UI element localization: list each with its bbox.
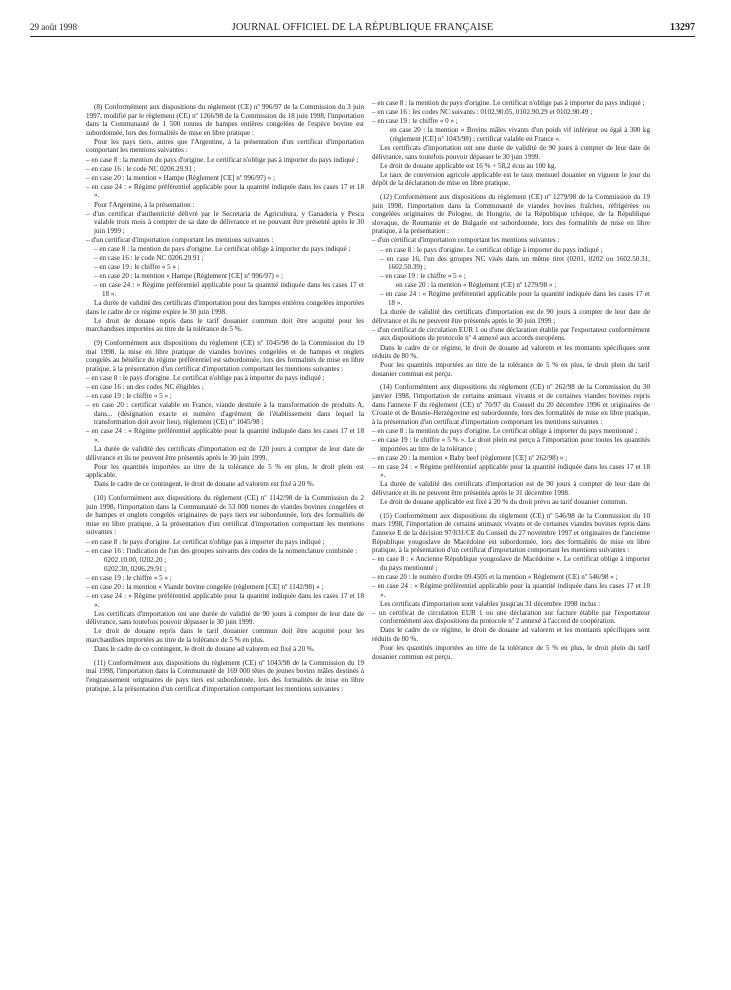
right-column-paragraph: Pour les quantités importées au titre de la tolérance de 5 % en plus, le droit plein du tarif douanier commun est perçu. — [372, 361, 650, 378]
right-column-paragraph: – en case 20 : le numéro d'ordre 09.4505 et la mention « Règlement (CE) nº 546/98 » ; — [372, 572, 618, 581]
right-column-paragraph: Le droit de douane applicable est fixé à 20 % du droit prévu au tarif douanier commun. — [380, 498, 628, 507]
page-header — [30, 22, 695, 38]
right-column-paragraph: (12) Conformément aux dispositions du règlement (CE) nº 1279/98 de la Commission du 19 juin 1998, l'importation dans la Communauté de viandes bovines fraîches, réfrigérées ou congelées originaires de Pologne, de Hongrie, de la République tchèque, de la République slovaque, de Roumanie et de Bulgarie est subordonnée, lors des formalités de mise en libre pratique, à la présentation : — [372, 192, 650, 236]
right-column-paragraph: – en case 8 : le pays d'origine. Le certificat oblige à importer du pays indiqué ; — [380, 245, 603, 254]
left-column-paragraph: 0202.30, 0206.29.91 ; — [104, 564, 167, 573]
right-column-paragraph: – d'un certificat d'importation comportant les mentions suivantes : — [372, 236, 560, 245]
right-column-paragraph: – en case 19 : le chiffre « 5 » ; — [380, 272, 466, 281]
right-column-paragraph: – en case 8 : la mention du pays d'origine. Le certificat oblige à importer du pays mentionné ; — [372, 426, 638, 435]
right-column-paragraph: Pour les quantités importées au titre de la tolérance de 5 % en plus, le droit plein du tarif douanier commun est perçu. — [372, 644, 650, 661]
left-column-paragraph: – d'un certificat d'authenticité délivré par le Secretaria de Agricultura, y Ganaderia y Pesca valable trois mois à compter de sa date de délivrance et ne pouvant être présenté après le 30 juin 1999 ; — [86, 209, 364, 235]
right-column-paragraph: Les certificats d'importation sont valables jusqu'au 31 décembre 1998 inclus : — [380, 599, 601, 608]
right-column-paragraph: – d'un certificat de circulation EUR 1 ou d'une déclaration établie par l'exportateur conformément aux dispositions du protocole nº 4 annexé aux accords européens. — [372, 325, 650, 343]
left-column-paragraph: – en case 24 : « Régime préférentiel applicable pour la quantité indiquée dans les cases 17 et 18 ». — [86, 427, 364, 444]
right-column-paragraph: Le taux de conversion agricole applicable est le taux mensuel douanier en vigueur le jour du dépôt de la déclaration de mise en libre pratique. — [372, 170, 650, 188]
left-column-paragraph: – en case 20 : la mention « Hampe (Règlement [CE] nº 996/97) » ; — [94, 272, 283, 281]
right-column-paragraph: en case 20 : la mention « Règlement (CE) nº 1279/98 » ; — [396, 281, 557, 290]
right-column-paragraph: (14) Conformément aux dispositions du règlement (CE) nº 262/98 de la Commission du 30 janvier 1998, l'importation de certains animaux vivants et de certaines viandes bovines repris dans l'annexe F du règlement (CE) nº 70/97 du Conseil du 20 décembre 1996 et originaires de Croatie et de Bosnie-Herzégovine est subordonnée, lors des formalités de mise en libre pratique, à la présentation d'un certificat d'importation comportant les mentions suivantes : — [372, 383, 650, 426]
left-column-paragraph: – en case 19 : le chiffre « 5 » ; — [94, 263, 180, 272]
left-column-paragraph: Le droit de douane repris dans le tarif douanier commun doit être acquitté pour les marchandises importées au titre de la tolérance de 5 % en plus. — [86, 627, 364, 645]
left-column-paragraph: – d'un certificat d'importation comportant les mentions suivantes : — [86, 235, 274, 244]
right-column-paragraph: Dans le cadre de ce régime, le droit de douane ad valorem et les montants spécifiques sont réduits de 80 %. — [372, 343, 650, 361]
right-column-paragraph: (15) Conformément aux dispositions du règlement (CE) nº 546/98 de la Commission du 10 mars 1998, l'importation de certains animaux vivants et de certaines viandes bovines repris dans l'annexe E de la décision 97/831/CE du Conseil du 27 novembre 1997 et originaires de l'ancienne République yougoslave de Macédoine est subordonnée, lors des formalités de mise en libre pratique, à la présentation d'un certificat d'importation comportant les mentions suivantes : — [372, 511, 650, 555]
left-column — [86, 98, 364, 694]
left-column-paragraph: – en case 24 : « Régime préférentiel applicable pour la quantité indiquée dans les cases 17 et 18 ». — [94, 281, 364, 298]
left-column-paragraph: – en case 20 : la mention « Hampe (Règlement [CE] nº 996/97) » ; — [86, 173, 275, 182]
journal-title: JOURNAL OFFICIEL DE LA RÉPUBLIQUE FRANÇAISE — [231, 22, 494, 33]
page-number: 13297 — [670, 22, 695, 33]
left-column-paragraph: Dans le cadre de ce contingent, le droit de douane ad valorem est fixé à 20 %. — [94, 480, 315, 489]
right-column-paragraph: – en case 16, l'un des groupes NC visés dans un même tiret (0201, 0202 ou 1602.50.31, 1602.50.39) ; — [380, 254, 650, 272]
left-column-paragraph: Pour l'Argentine, à la présentation : — [94, 200, 195, 209]
left-column-paragraph: – en case 24 : « Régime préférentiel applicable pour la quantité indiquée dans les cases 17 et 18 ». — [86, 182, 364, 200]
right-column-paragraph: – en case 24 : « Régime préférentiel applicable pour la quantité indiquée dans les cases 17 et 18 ». — [372, 462, 650, 480]
right-column-paragraph: – en case 8 : « Ancienne République yougoslave de Macédoine ». Le certificat oblige à importer du pays mentionné ; — [372, 555, 650, 572]
right-column-paragraph: – en case 24 : « Régime préférentiel applicable pour la quantité indiquée dans les cases 17 et 18 ». — [372, 581, 650, 599]
left-column-paragraph: – en case 19 : le chiffre « 5 » ; — [86, 573, 172, 582]
left-column-paragraph: (11) Conformément aux dispositions du règlement (CE) nº 1043/98 de la Commission du 19 mai 1998, l'importation dans la Communauté de 169 000 têtes de jeunes bovins mâles destinés à l'engraissement originaires de pays tiers est subordonnée, lors des formalités de mise en libre pratique, à la présentation d'un certificat d'importation comportant les mentions suivantes : — [86, 658, 364, 693]
left-column-paragraph: – en case 20 : certificat valable en France, viande destinée à la transformation de produits A, dans... (désignation exacte et numéro d'agrément de l'établissement dans lequel la transformation doit avoir lieu), règlement (CE) nº 1045/98 ; — [86, 401, 364, 427]
right-column-paragraph: Dans le cadre de ce régime, le droit de douane ad valorem et les montants spécifiques sont réduits de 80 %. — [372, 626, 650, 644]
left-column-paragraph: – en case 24 : « Régime préférentiel applicable pour la quantité indiquée dans les cases 17 et 18 ». — [86, 592, 364, 609]
right-column-paragraph: – en case 19 : le chiffre « 0 » ; — [372, 117, 458, 126]
right-column-paragraph: en case 20 : la mention « Bovins mâles vivants d'un poids vif inférieur ou égal à 300 kg (règlement [CE] nº 1043/98) ; certificat valable en France ». — [390, 126, 650, 143]
left-column-paragraph: La durée de validité des certificats d'importation pour des hampes entières congelées importées dans le cadre de ce régime expire le 30 juin 1998. — [86, 299, 364, 316]
left-column-paragraph: – en case 16 : un des codes NC éligibles ; — [86, 382, 204, 391]
left-column-paragraph: Pour les quantités importées au titre de la tolérance de 5 % en plus, le droit plein est applicable. — [86, 462, 364, 480]
right-column-paragraph: – en case 19 : le chiffre « 5 % ». Le droit plein est perçu à l'importation pour toutes les quantités importées au titre de la tolérance ; — [372, 435, 650, 453]
left-column-paragraph: (8) Conformément aux dispositions du règlement (CE) nº 996/97 de la Commission du 3 juin 1997, modifié par le règlement (CE) nº 1266/98 de la Commission du 18 juin 1998, l'importation dans la Communauté de 1 500 tonnes de hampes entières congelées de l'espèce bovine est subordonnée, lors des formalités de mise en libre pratique : — [86, 103, 364, 137]
right-column-paragraph: La durée de validité des certificats d'importation est de 90 jours à compter de leur date de délivrance et ils ne peuvent être présentés après le 31 décembre 1998. — [372, 480, 650, 498]
left-column-paragraph: – en case 16 : l'indication de l'un des groupes suivants des codes de la nomenclature combinée : — [86, 546, 358, 555]
right-column-paragraph: – en case 20 : la mention « Baby beef (règlement [CE] nº 262/98) » ; — [372, 453, 568, 462]
right-column-paragraph: La durée de validité des certificats d'importation est de 90 jours à compter de leur date de délivrance et ils ne peuvent être présentés après le 30 juin 1999 ; — [372, 308, 650, 325]
left-column-paragraph: (9) Conformément aux dispositions du règlement (CE) nº 1045/98 de la Commission du 19 mai 1998, la mise en libre pratique de viandes bovines congelées et de hampes et onglets congelés au bénéfice du régime préférentiel est subordonnée, lors des formalités de mise en libre pratique, à la présentation d'un certificat d'importation comportant les mentions suivantes : — [86, 338, 364, 373]
left-column-paragraph: – en case 20 : la mention « Viande bovine congelée (règlement [CE] nº 1142/98) » ; — [86, 582, 324, 591]
left-column-paragraph: Dans le cadre de ce contingent, le droit de douane ad valorem est fixé à 20 %. — [94, 645, 315, 654]
left-column-paragraph: Les certificats d'importation ont une durée de validité de 90 jours à compter de leur date de délivrance, sans toutefois pouvoir dépasser le 30 juin 1999. — [86, 609, 364, 627]
left-column-paragraph: – en case 16 : le code NC 0206.29.91 ; — [94, 254, 204, 263]
right-column-paragraph: – en case 24 : « Régime préférentiel applicable pour la quantité indiquée dans les cases 17 et 18 ». — [380, 290, 650, 308]
right-column-paragraph: Le droit de douane applicable est 16 % + 58,2 écus au 100 kg. — [380, 161, 557, 170]
right-column-paragraph: – en case 16 : les codes NC suivants : 0102.90.05, 0102.90.29 et 0102.90.49 ; — [372, 108, 593, 117]
issue-date: 29 août 1998 — [30, 22, 77, 32]
left-column-paragraph: (10) Conformément aux dispositions du règlement (CE) nº 1142/98 de la Commission du 2 juin 1998, l'importation dans la Communauté de 53 000 tonnes de viandes bovines congelées et de hampes et onglets congelés originaires de pays tiers est subordonnée, lors des formalités de mise en libre pratique, à la présentation d'un certificat d'importation comportant les mentions suivantes : — [86, 494, 364, 537]
right-column — [372, 99, 650, 662]
left-column-paragraph: – en case 8 : la mention du pays d'origine. Le certificat n'oblige pas à importer du pays indiqué ; — [86, 155, 359, 164]
left-column-paragraph: – en case 8 : la mention du pays d'origine. Le certificat oblige à importer du pays indiqué ; — [94, 245, 351, 253]
left-column-paragraph: – en case 8 : le pays d'origine. Le certificat n'oblige pas à importer du pays indiqué ; — [86, 537, 325, 546]
left-column-paragraph: – en case 19 : le chiffre « 5 » ; — [86, 392, 172, 400]
left-column-paragraph: La durée de validité des certificats d'importation est de 120 jours à compter de leur date de délivrance et ils ne peuvent être présentés après le 30 juin 1999. — [86, 445, 364, 462]
left-column-paragraph: 0202.10.00, 0202.20 ; — [104, 555, 167, 564]
left-column-paragraph: Le droit de douane repris dans le tarif douanier commun doit être acquitté pour les marchandises importées au titre de la tolérance de 5 %. — [86, 316, 364, 334]
left-column-paragraph: – en case 8 : le pays d'origine. Le certificat n'oblige pas à importer du pays indiqué ; — [86, 373, 325, 382]
right-column-paragraph: – en case 8 : la mention du pays d'origine. Le certificat n'oblige pas à importer du pays indiqué ; — [372, 99, 645, 107]
left-column-paragraph: Pour les pays tiers, autres que l'Argentine, à la présentation d'un certificat d'importation comportant les mentions suivantes : — [86, 137, 364, 155]
right-column-paragraph: – un certificat de circulation EUR 1 ou une déclaration sur facture établie par l'exportateur conformément aux dispositions du protocole nº 2 annexé à l'accord de coopération. — [372, 608, 650, 626]
right-column-paragraph: Les certificats d'importation ont une durée de validité de 90 jours à compter de leur date de délivrance, sans toutefois pouvoir dépasser le 30 juin 1999. — [372, 143, 650, 161]
header-rule — [30, 36, 695, 37]
left-column-paragraph: – en case 16 : le code NC 0206.29.91 ; — [86, 164, 196, 173]
